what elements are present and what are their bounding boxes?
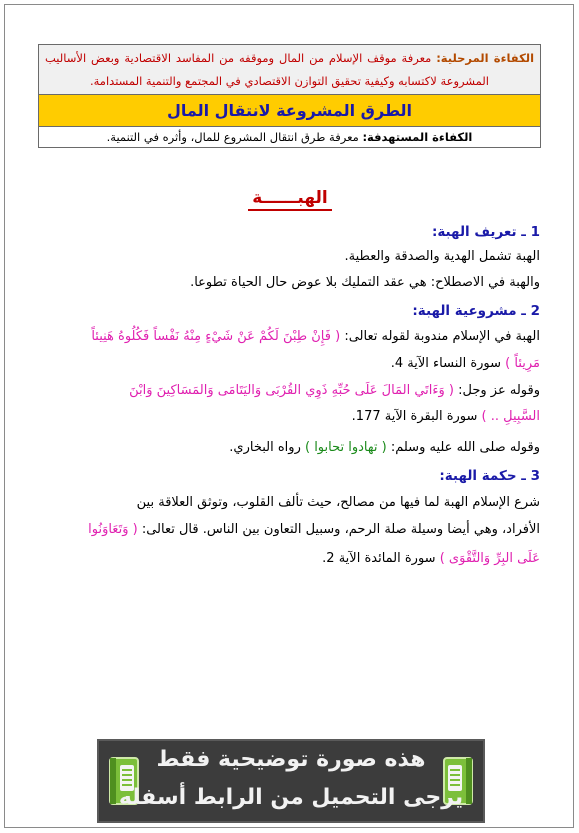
paragraph-line [40, 522, 540, 537]
quran-verse: مَرِيئاً ) [505, 356, 540, 371]
target-competency [39, 127, 540, 147]
page-title [40, 188, 540, 211]
text-span: سورة المائدة الآية 2. [322, 551, 436, 566]
paragraph-line: شرع الإسلام الهبة لما فيها من مصالح، حيث تألف القلوب، وتوثق العلاقة بين [136, 495, 540, 510]
section-heading-legitimacy: 2 ـ مشروعية الهبة: [412, 303, 540, 319]
target-competency-text: معرفة طرق انتقال المشروع للمال، وأثره في التنمية. [106, 130, 359, 144]
lesson-title-box [39, 95, 540, 127]
quran-verse: عَلَى البِرِّ وَالتَّقْوَى ) [439, 551, 540, 566]
paragraph-line [40, 275, 540, 290]
stage-competency [39, 45, 540, 95]
paragraph-line [40, 551, 540, 566]
quran-verse: ( فَإِنْ طِبْنَ لَكُمْ عَنْ شَيْءٍ مِنْهُ نَفْساً فَكُلُوهُ هَنِيئاً [91, 329, 341, 344]
lesson-title: الطرق المشروعة لانتقال المال [166, 101, 413, 120]
text-span: هي عقد التمليك بلا عوض حال الحياة تطوعا. [190, 275, 427, 290]
text-span: الهبة في الإسلام مندوبة لقوله تعالى: [344, 329, 540, 344]
section-heading-wisdom: 3 ـ حكمة الهبة: [439, 468, 540, 484]
header-frame [38, 44, 541, 148]
section-heading-definition: 1 ـ تعريف الهبة: [431, 224, 540, 240]
text-span: سورة النساء الآية 4. [390, 356, 502, 371]
download-notice-banner [97, 739, 485, 823]
hadith-text: ( تهادوا تحابوا ) [304, 440, 387, 455]
target-competency-label: الكفاءة المستهدفة: [362, 130, 473, 144]
text-span: والهبة في الاصطلاح: [430, 275, 540, 290]
quran-verse: السَّبِيلِ .. ) [481, 409, 540, 424]
paragraph-line: الهبة تشمل الهدية والصدقة والعطية. [344, 249, 540, 264]
text-span: سورة البقرة الآية 177. [351, 409, 478, 424]
paragraph-line [40, 356, 540, 371]
quran-verse: ( وَءَاتَي المَالَ عَلَى حُبِّهِ ذَوِي القُرْبَى وَاليَتَامَى وَالمَسَاكِينَ وَابْنَ [129, 383, 454, 398]
text-span: رواه البخاري. [229, 440, 301, 455]
stage-competency-label: الكفاءة المرحلية: [436, 51, 535, 65]
banner-line-2: يرجى التحميل من الرابط أسفله [118, 785, 464, 810]
stage-competency-text: معرفة موقف الإسلام من المال وموقفه من المفاسد الاقتصادية وبعض الأساليب المشروعة لاكتسابه وكيفية تحقيق التوازن الاقتصادي في المجتمع والتنمية المستدامة. [45, 51, 489, 88]
paragraph-line [40, 440, 540, 455]
paragraph-line [40, 383, 540, 398]
page-title-text: الهبــــــة [248, 188, 332, 211]
text-span: وقوله صلى الله عليه وسلم: [390, 440, 540, 455]
paragraph-line [40, 409, 540, 424]
paragraph-line [40, 329, 540, 344]
text-span: الأفراد، وهي أيضا وسيلة صلة الرحم، وسبيل التعاون بين الناس. قال تعالى: [141, 522, 540, 537]
text-span: وقوله عز وجل: [458, 383, 540, 398]
banner-line-1: هذه صورة توضيحية فقط [156, 747, 426, 772]
quran-verse: ( وَتَعَاوَنُوا [88, 522, 138, 537]
